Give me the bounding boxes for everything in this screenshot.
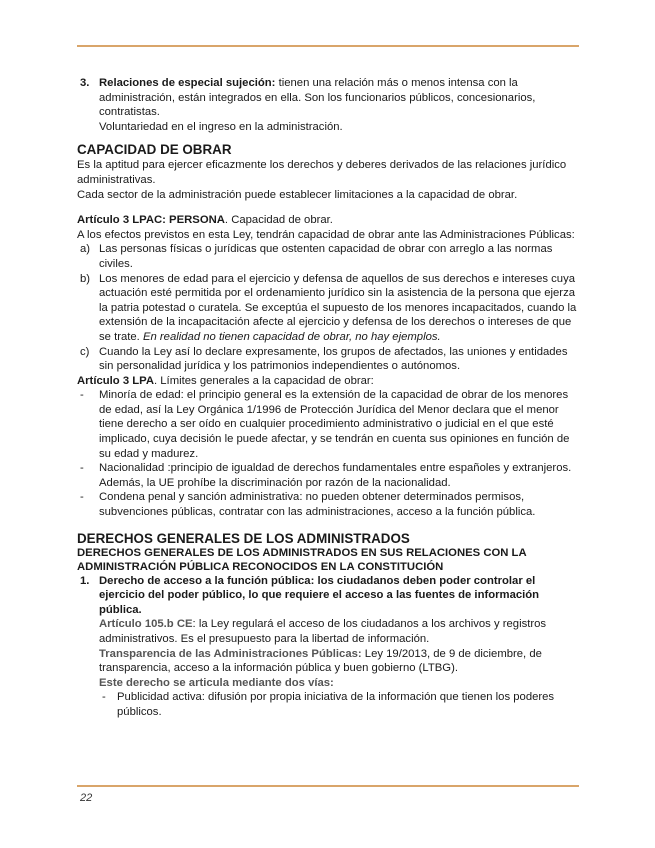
article-label: Artículo 3 LPAC: PERSONA (77, 214, 225, 227)
section-subtitle: DERECHOS GENERALES DE LOS ADMINISTRADOS EN SUS RELACIONES CON LA ADMINISTRACIÓN PÚBLICA RECONOCIDOS EN LA CONSTITUCIÓN (77, 546, 527, 573)
list-item: c) Cuando la Ley así lo declare expresamente, los grupos de afectados, las uniones y entidades sin personalidad jurídica y los patrimonios independientes o autónomos. (80, 345, 568, 373)
list-item: - Condena penal y sanción administrativa: no pueden obtener determinados permisos, subvenciones públicas, contratar con las administraciones, acceso a la función pública. (80, 491, 536, 519)
item-text: tienen una relación más o menos intensa con la administración, están integrados en ella. Son los funcionarios públicos, concesionarios, contratistas. (99, 77, 536, 119)
article-label: Artículo 105.b CE (99, 618, 193, 631)
item-bold-label: Relaciones de especial sujeción: (99, 77, 276, 89)
list-item: a) Las personas físicas o jurídicas que ostenten capacidad de obrar con arreglo a las normas civiles. (80, 243, 553, 270)
section-title-derechos: DERECHOS GENERALES DE LOS ADMINISTRADOS (77, 530, 410, 546)
list-item-especial-sujecion (77, 76, 579, 134)
vias-label: Este derecho se articula mediante dos vías: (99, 676, 334, 689)
item-text-line2: Voluntariedad en el ingreso en la administración. (99, 120, 343, 133)
item-heading: Derecho de acceso a la función pública: los ciudadanos deben poder controlar el ejercicio del poder público, lo que requiere el acceso a las fuentes de información pública. (99, 574, 540, 616)
page-number: 22 (80, 792, 93, 804)
list-item: b) Los menores de edad para el ejercicio y defensa de aquellos de sus derechos e intereses cuya actuación esté permitida por el ordenamiento jurídico sin la asistencia de la persona que ejerza la patria potestad o curatela. Se exceptúa el supuesto de los menores incapacitados, cuando la extensión de la incapacitación afecte al ejercicio y defensa de los derechos o intereses de que se trate. En realidad no tienen capacidad de obrar, no hay ejemplos. (80, 272, 577, 343)
list-number: 3. (80, 77, 90, 89)
paragraph: Es la aptitud para ejercer eficazmente los derechos y deberes derivados de las relaciones jurídico administrativas. (77, 159, 567, 186)
article-label: Artículo 3 LPA (77, 374, 154, 387)
header-rule (77, 45, 579, 47)
transparency-label: Transparencia de las Administraciones Públicas: (99, 647, 362, 660)
list-item: - Nacionalidad :principio de igualdad de derechos fundamentales entre españoles y extranjeros. (80, 462, 572, 475)
italic-note: En realidad no tienen capacidad de obrar, no hay ejemplos. (142, 330, 441, 343)
list-number: 1. (80, 574, 90, 587)
list-item-acceso: 1. Derecho de acceso a la función pública: los ciudadanos deben poder controlar el ejercicio del poder público, lo que requiere el acceso a las fuentes de información pública. Artículo 105.b CE: la Ley regulará el acceso de los ciudadanos a los archivos y registros administrativos. Es el presupuesto para la libertad de información. Transparencia de las Administraciones Públicas: Ley 19/2013, de 9 de diciembre, de transparencia, acceso a la información pública y buen gobierno (LTBG). Este derecho se articula mediante dos vías: (77, 574, 579, 691)
article-heading: Artículo 3 LPAC: PERSONA. Capacidad de obrar. (77, 214, 333, 227)
section-title-capacidad: CAPACIDAD DE OBRAR (77, 142, 232, 158)
paragraph: Cada sector de la administración puede establecer limitaciones a la capacidad de obrar. (77, 188, 518, 201)
list-item: - Minoría de edad: el principio general es la extensión de la capacidad de obrar de los menores de edad, así la Ley Orgánica 1/1996 de Protección Jurídica del Menor declara que el menor tiene derecho a ser oído en cualquier procedimiento administrativo o judicial en el que esté implicado, cuya decisión le puede afectar, y se tendrán en cuenta sus opiniones en función de su edad y madurez. (80, 389, 570, 460)
page-content (77, 76, 579, 720)
article-heading: Artículo 3 LPA. Límites generales a la capacidad de obrar: (77, 374, 374, 387)
paragraph: A los efectos previstos en esta Ley, tendrán capacidad de obrar ante las Administraciones Públicas: (77, 228, 575, 241)
sub-list-item: - Publicidad activa: difusión por propia iniciativa de la información que tienen los poderes públicos. (102, 691, 555, 718)
footer-rule (77, 785, 579, 787)
list-item: Además, la UE prohíbe la discriminación por razón de la nacionalidad. (99, 476, 451, 489)
